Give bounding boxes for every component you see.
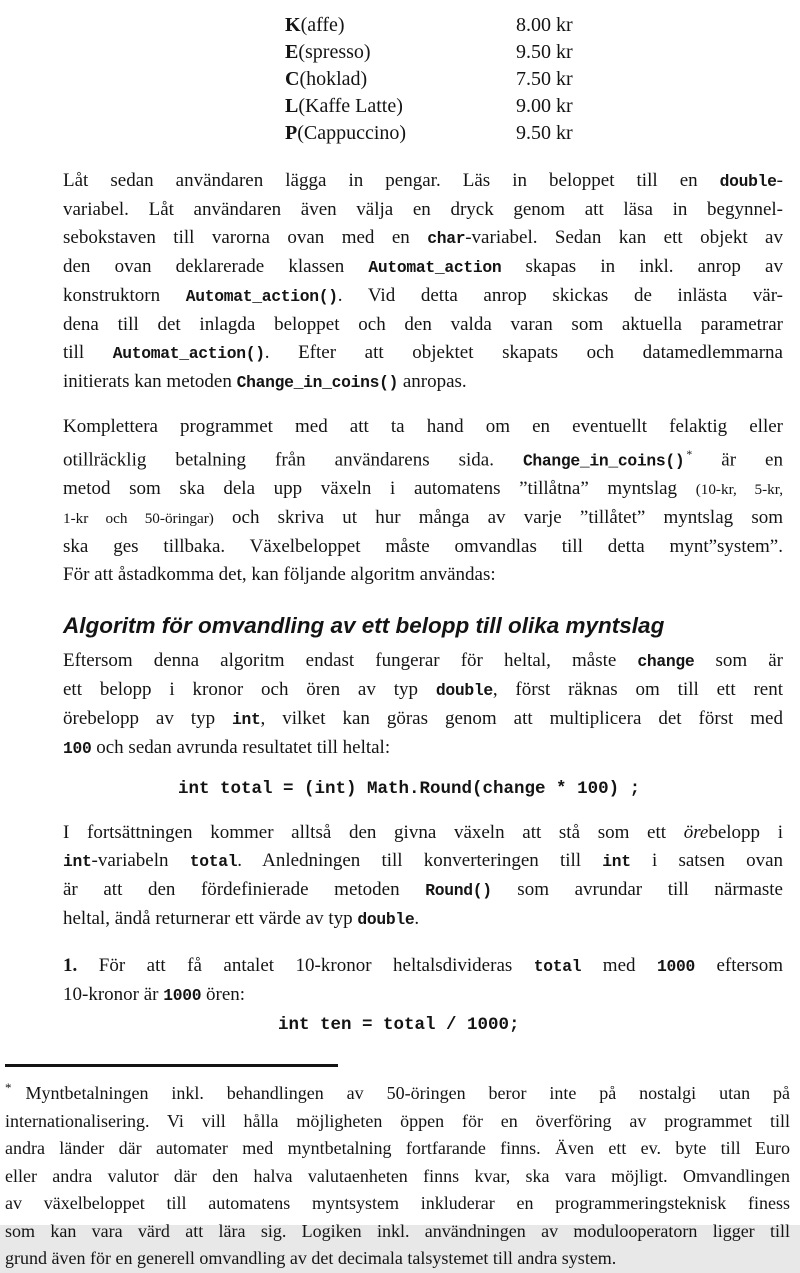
inline-code: Change_in_coins()	[236, 373, 399, 392]
text-line	[63, 533, 783, 561]
inline-code: 100	[63, 739, 92, 759]
text-run: till	[63, 342, 113, 363]
inline-code: total	[533, 957, 582, 977]
text-line	[5, 1108, 790, 1136]
text-run: med	[581, 955, 657, 977]
text-line	[63, 847, 783, 876]
text-run: eftersom	[695, 955, 783, 977]
text-run: som avrundar till närmaste	[491, 879, 783, 901]
text-run: 10-kronor är	[63, 984, 164, 1006]
text-line	[63, 705, 783, 734]
inline-code: Change_in_coins()	[522, 451, 685, 471]
text-line	[63, 475, 783, 504]
text-line	[63, 224, 783, 253]
paragraph-payment	[63, 413, 783, 589]
inline-code: Round()	[425, 881, 492, 901]
text-run: är att den fördefinierade metoden	[63, 879, 426, 901]
price-item-rest: (Kaffe Latte)	[298, 95, 403, 117]
text-run: otillräcklig betalning från användarens sida.	[63, 449, 523, 471]
text-run: i satsen ovan	[630, 850, 784, 872]
footnote-text	[5, 1074, 790, 1273]
inline-code: int	[63, 852, 92, 872]
price-item-rest: (affe)	[300, 14, 345, 36]
paragraph-algorithm	[63, 647, 783, 763]
price-item-value: 9.00 kr	[516, 95, 573, 117]
text-line	[5, 1163, 790, 1191]
text-line	[63, 952, 783, 981]
text-run: ett belopp i kronor och ören av typ	[63, 679, 436, 701]
price-row	[285, 66, 783, 93]
paragraph-intro	[63, 167, 783, 397]
text-run: andra länder där automater med myntbetalning fortfarande finns. Även ett ev. byte till Euro	[5, 1138, 790, 1159]
text-run: -variabel. Sedan kan ett objekt av	[465, 227, 783, 248]
text-run: . Anledningen till konverteringen till	[237, 850, 603, 872]
inline-code: double	[435, 681, 493, 701]
text-run: För att få antalet 10-kronor heltalsdivideras	[77, 955, 534, 977]
text-line	[5, 1135, 790, 1163]
list-item-1	[63, 952, 783, 1010]
text-run: För att åstadkomma det, kan följande algoritm användas:	[63, 564, 496, 586]
text-run: internationalisering. Vi vill hålla möjligheten öppen för en överföring av programmet till	[5, 1110, 790, 1131]
text-run: är en	[692, 449, 783, 471]
price-row	[285, 120, 783, 147]
text-line	[63, 282, 783, 311]
text-run: som är	[694, 650, 783, 672]
text-run: grund även för en generell omvandling av det decimala talsystemet till andra system.	[5, 1248, 617, 1269]
text-run: som kan vara värd att lära sig. Logiken inkl. användningen av modulooperatorn ligger till	[5, 1220, 790, 1241]
price-item-value: 8.00 kr	[516, 14, 573, 36]
inline-code: int	[602, 852, 631, 872]
price-list	[285, 12, 783, 147]
text-run: metod som ska dela upp växeln i automatens ”tillåtna” myntslag	[63, 478, 696, 500]
paragraph-conversion	[63, 819, 783, 934]
inline-code: 1000	[657, 957, 695, 977]
text-run: och sedan avrunda resultatet till heltal:	[91, 737, 391, 759]
text-line	[63, 196, 783, 224]
text-line	[63, 504, 783, 533]
text-run: Eftersom denna algoritm endast fungerar för heltal, måste	[63, 650, 638, 672]
inline-code: 1000	[163, 986, 202, 1006]
text-run: heltal, ändå returnerar ett värde av typ	[63, 908, 358, 930]
text-line	[63, 441, 783, 475]
text-line	[63, 368, 783, 397]
price-item-value: 9.50 kr	[516, 41, 573, 63]
price-item-initial: C	[285, 68, 300, 90]
inline-code: change	[637, 652, 695, 672]
text-line	[63, 339, 783, 368]
price-row	[285, 93, 783, 120]
text-line	[63, 819, 783, 847]
footnote-divider	[5, 1064, 338, 1067]
price-item-name	[285, 93, 516, 120]
section-heading: Algoritm för omvandling av ett belopp till olika myntslag	[63, 613, 665, 639]
price-item-rest: (spresso)	[298, 41, 371, 63]
price-item-value: 9.50 kr	[516, 122, 573, 144]
text-line	[63, 167, 783, 196]
text-run: ören:	[201, 984, 246, 1006]
text-run: . Vid detta anrop skickas de inlästa vär-	[337, 285, 784, 306]
text-run: *	[686, 448, 693, 461]
text-run: belopp i	[708, 822, 783, 844]
text-run: , först räknas om till ett rent	[492, 679, 783, 701]
inline-code: char	[427, 229, 466, 248]
inline-code: total	[189, 852, 238, 872]
price-item-name	[285, 12, 516, 39]
text-run: och skriva ut hur många av varje ”tillåtet” myntslag som	[213, 507, 783, 529]
code-block-total: int total = (int) Math.Round(change * 100) ;	[178, 779, 641, 800]
text-line	[5, 1218, 790, 1246]
text-run: av växelbeloppet till automatens myntsystem inkluderar en programmeringsteknisk finess	[5, 1193, 790, 1214]
text-run: Komplettera programmet med att ta hand om en eventuellt felaktig eller	[63, 416, 783, 437]
text-line	[63, 981, 783, 1010]
text-run: dena till det inlagda beloppet och den valda varan som aktuella parametrar	[63, 314, 783, 335]
text-line	[63, 253, 783, 282]
price-item-initial: K	[285, 14, 301, 36]
text-line	[5, 1245, 790, 1273]
text-run: Låt sedan användaren lägga in pengar. Läs in beloppet till en	[63, 170, 720, 191]
text-run: skapas in inkl. anrop av	[501, 256, 783, 277]
text-run: anropas.	[398, 371, 467, 392]
price-item-rest: (Cappuccino)	[297, 122, 407, 144]
text-run: -	[776, 170, 783, 191]
price-row	[285, 12, 783, 39]
price-row	[285, 39, 783, 66]
text-run: 1-kr och 50-öringar)	[63, 510, 214, 528]
price-item-name	[285, 120, 516, 147]
text-run: .	[414, 908, 420, 930]
price-item-initial: P	[285, 122, 298, 144]
inline-code: Automat_action()	[185, 287, 338, 306]
text-run: konstruktorn	[63, 285, 186, 306]
text-line	[63, 647, 783, 676]
text-run: sebokstaven till varorna ovan med en	[63, 227, 428, 248]
text-line	[5, 1074, 790, 1108]
price-item-rest: (hoklad)	[299, 68, 368, 90]
inline-code: double	[357, 910, 415, 930]
text-line	[63, 561, 783, 589]
price-item-value: 7.50 kr	[516, 68, 573, 90]
text-line	[63, 734, 783, 763]
text-run: (10-kr, 5-kr,	[695, 481, 783, 499]
text-run: initierats kan metoden	[63, 371, 237, 392]
text-line	[63, 676, 783, 705]
text-line	[63, 311, 783, 339]
code-block-ten: int ten = total / 1000;	[278, 1015, 520, 1036]
text-run: I fortsättningen kommer alltså den givna växeln att stå som ett	[63, 822, 684, 844]
price-item-initial: L	[285, 95, 299, 117]
text-run: örebelopp av typ	[63, 708, 233, 730]
text-run: Myntbetalningen inkl. behandlingen av 50-öringen beror inte på nostalgi utan på	[25, 1083, 790, 1104]
text-run: den ovan deklarerade klassen	[63, 256, 369, 277]
inline-code: Automat_action	[368, 258, 502, 277]
text-line	[63, 876, 783, 905]
text-run: *	[5, 1080, 12, 1096]
text-run: eller andra valutor där den halva valutaenheten finns kvar, ska vara möjligt. Omvandlingen	[5, 1165, 790, 1186]
text-run: ska ges tillbaka. Växelbeloppet måste omvandlas till detta mynt”system”.	[63, 536, 783, 558]
text-run: öre	[683, 822, 709, 844]
text-run: variabel. Låt användaren även välja en dryck genom att läsa in begynnel-	[63, 199, 783, 220]
price-item-name	[285, 66, 516, 93]
text-line	[63, 413, 783, 441]
text-run: , vilket kan göras genom att multiplicera det först med	[260, 708, 783, 730]
inline-code: Automat_action()	[112, 344, 265, 363]
inline-code: int	[232, 710, 261, 730]
price-item-name	[285, 39, 516, 66]
text-run: 1.	[63, 955, 78, 977]
text-line	[63, 905, 783, 934]
text-run: -variabeln	[91, 850, 190, 872]
text-run: . Efter att objektet skapats och datamedlemmarna	[264, 342, 783, 363]
footnote-area	[0, 1064, 800, 1273]
price-item-initial: E	[285, 41, 299, 63]
inline-code: double	[719, 172, 777, 191]
text-line	[5, 1190, 790, 1218]
